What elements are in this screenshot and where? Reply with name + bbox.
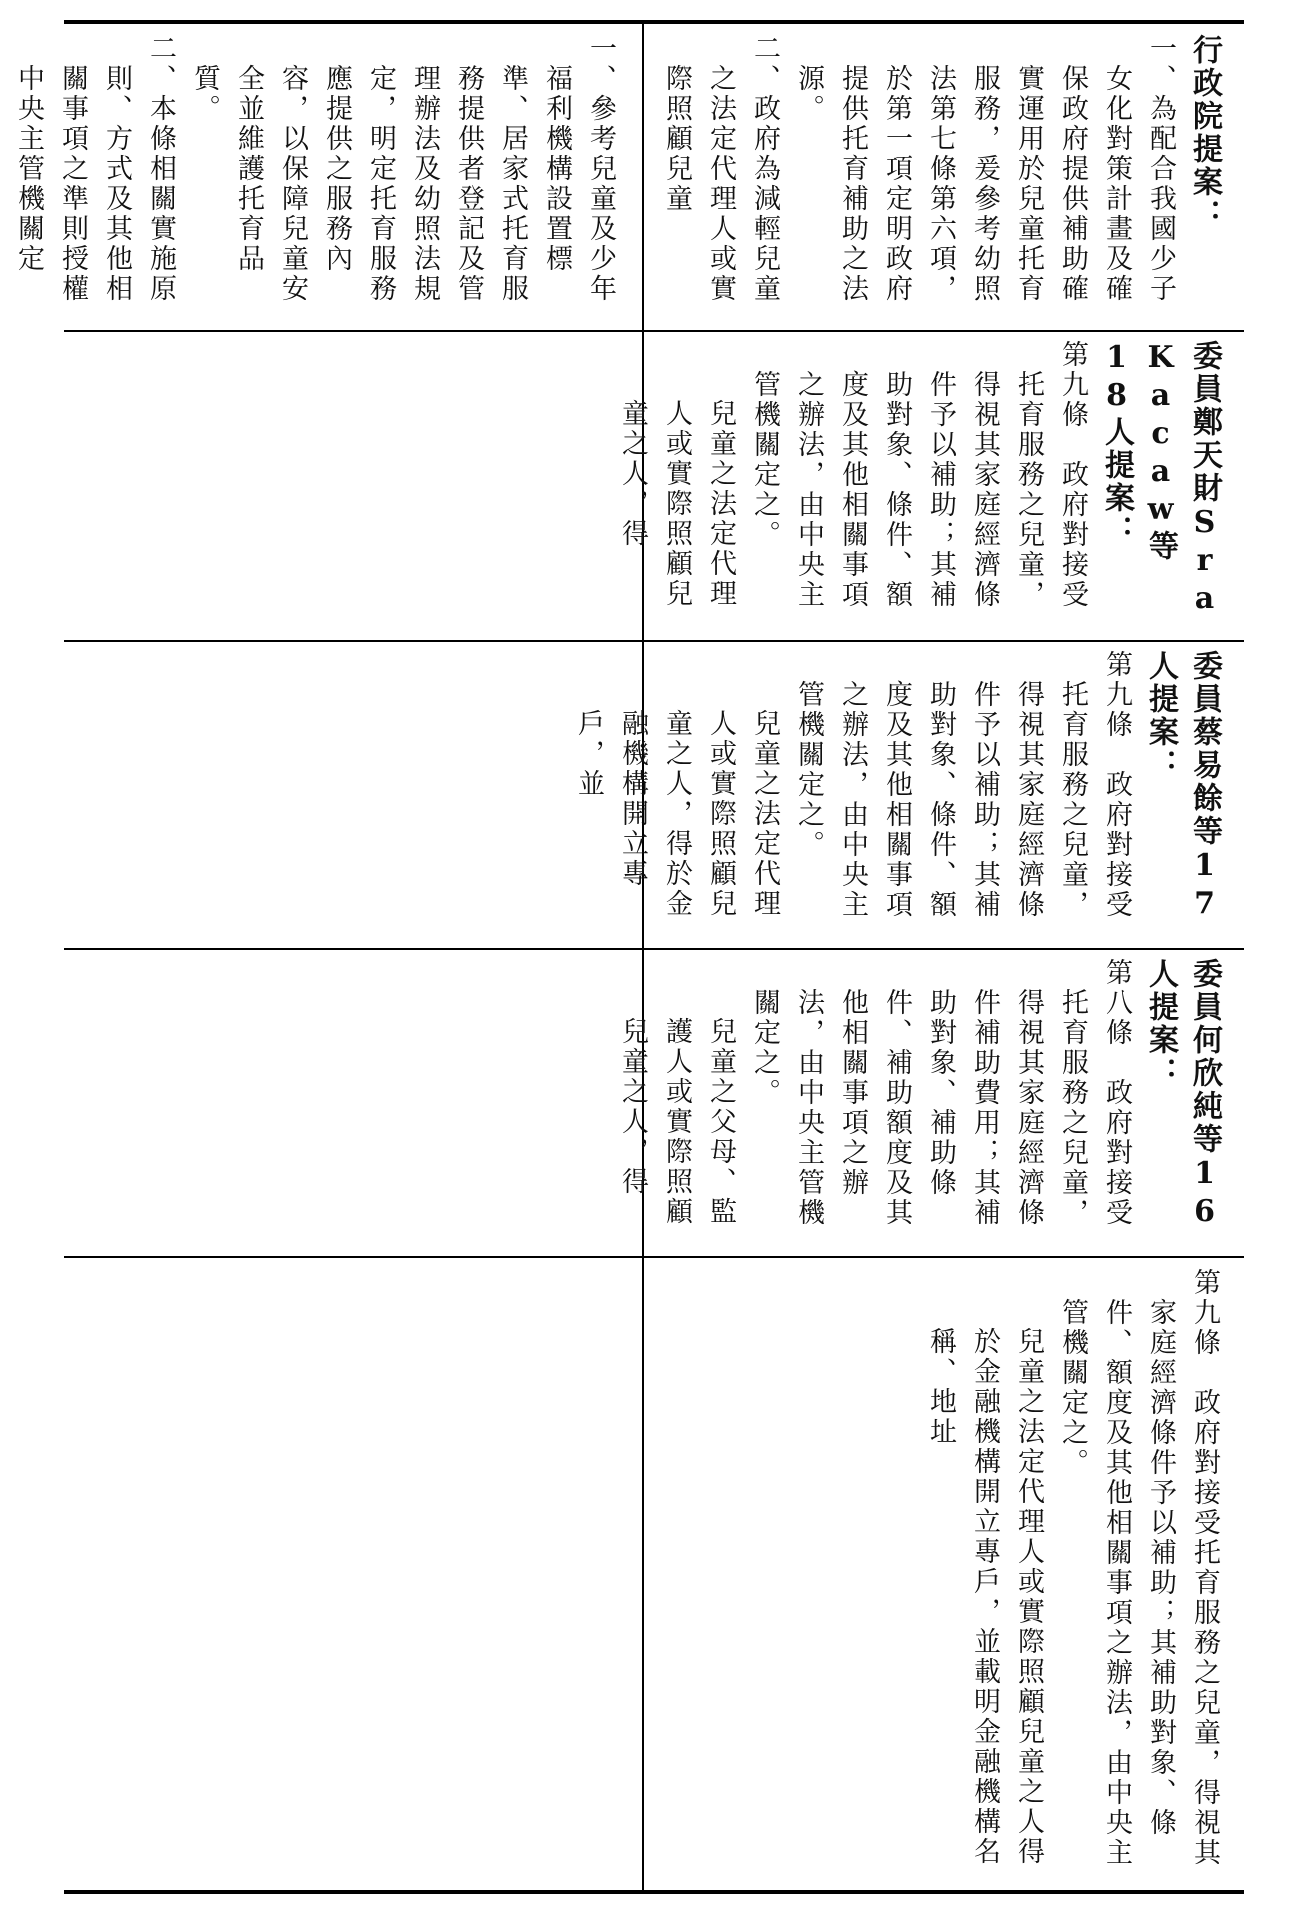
paragraph: 第八條 政府對接受托育服務之兒童，得視其家庭經濟條件補助費用；其補助對象、補助條件、補助額度及其他相關事項之辦法，由中央主管機關定之。	[749, 958, 1132, 1228]
paragraph: 兒童之父母、監護人或實際照顧兒童之人，得	[617, 1017, 736, 1228]
row-divider-4	[64, 1256, 1244, 1258]
paragraph: 一、參考兒童及少年福利機構設置標準、居家式托育服務提供者登記及管理辦法及幼照法規定，明定托育服務應提供之服務內容，以保障兒童安全並維護托育品質。	[189, 34, 616, 304]
top-border	[64, 20, 1244, 24]
row-divider-3	[64, 948, 1244, 950]
proposal-heading: 行政院提案：	[1187, 34, 1222, 232]
paragraph: 二、政府為減輕兒童之法定代理人或實際照顧兒童	[661, 34, 780, 304]
proposal-heading: 委員鄭天財Sra Kacaw等18人提案：	[1099, 340, 1222, 619]
paragraph: 兒童之法定代理人或實際照顧兒童之人，得	[617, 399, 736, 610]
cell-d-bottom	[617, 952, 1240, 1254]
comparison-table	[13, 20, 1244, 1894]
paragraph: 第九條 政府對接受托育服務之兒童，得視其家庭經濟條件予以補助；其補助對象、條件、額度及其他相關事項之辦法，由中央主管機關定之。	[749, 340, 1088, 610]
paragraph: 兒童之法定代理人或實際照顧兒童之人，得於金融機構開立專戶，並	[573, 709, 780, 920]
cell-a-top	[13, 28, 638, 328]
paragraph: 二、本條相關實施原則、方式及其他相關事項之準則授權中央主管機關定	[13, 34, 176, 304]
row-divider-1	[64, 330, 1244, 332]
cell-d-top	[64, 952, 638, 1254]
paragraph: 第九條 政府對接受托育服務之兒童，得視其家庭經濟條件予以補助；其補助對象、條件、額度及其他相關事項之辦法，由中央主管機關定之。	[1057, 1268, 1220, 1868]
cell-b-bottom	[617, 334, 1240, 638]
paragraph: 第九條 政府對接受托育服務之兒童，得視其家庭經濟條件予以補助；其補助對象、條件、額度及其他相關事項之辦法，由中央主管機關定之。	[793, 650, 1132, 920]
column-divider	[642, 20, 644, 1894]
proposal-heading: 委員蔡易餘等17人提案：	[1143, 650, 1222, 924]
cell-e-bottom	[648, 1260, 1240, 1888]
cell-a-bottom	[648, 28, 1240, 328]
cell-c-top	[64, 644, 638, 946]
proposal-heading: 委員何欣純等16人提案：	[1143, 958, 1222, 1232]
cell-e-top	[64, 1260, 638, 1888]
paragraph: 一、為配合我國少子女化對策計畫及確保政府提供補助確實運用於兒童托育服務，爰參考幼照法第七條第六項，於第一項定明政府提供托育補助之法源。	[793, 34, 1176, 304]
bottom-border	[64, 1890, 1244, 1894]
cell-b-top	[64, 334, 638, 638]
cell-c-bottom	[573, 644, 1240, 946]
paragraph: 兒童之法定代理人或實際照顧兒童之人得於金融機構開立專戶，並載明金融機構名稱、地址	[925, 1327, 1044, 1868]
row-divider-2	[64, 640, 1244, 642]
